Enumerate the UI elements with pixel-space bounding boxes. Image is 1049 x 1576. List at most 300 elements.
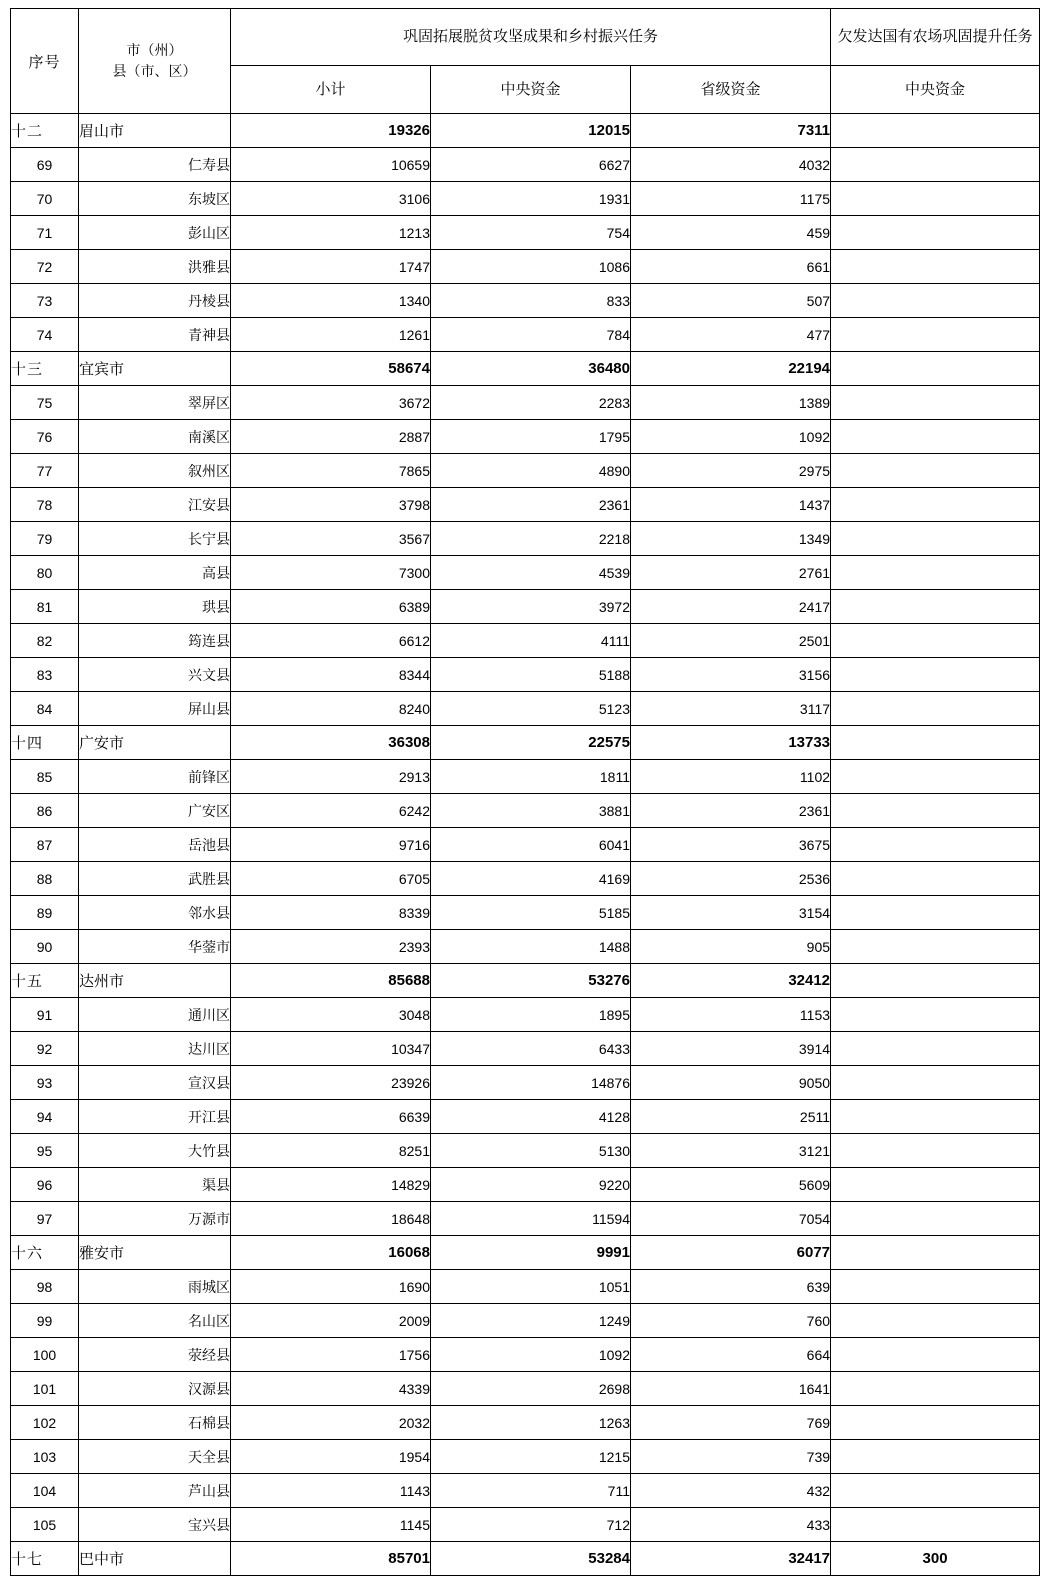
table-row-city: [11, 726, 1040, 760]
cell-region-name: 彭山区: [79, 216, 231, 250]
cell-central-fund: 4890: [431, 454, 631, 488]
cell-subtotal: 85701: [231, 1542, 431, 1576]
cell-subtotal: 6705: [231, 862, 431, 896]
cell-central-fund: 5130: [431, 1134, 631, 1168]
cell-central-fund: 53284: [431, 1542, 631, 1576]
cell-farm-central-fund: [831, 760, 1040, 794]
cell-farm-central-fund: [831, 1304, 1040, 1338]
table-row-city: [11, 352, 1040, 386]
cell-central-fund: 712: [431, 1508, 631, 1542]
table-header: [11, 9, 1040, 114]
cell-subtotal: 6612: [231, 624, 431, 658]
cell-region-name: 达川区: [79, 1032, 231, 1066]
cell-central-fund: 2283: [431, 386, 631, 420]
cell-provincial-fund: 1349: [631, 522, 831, 556]
cell-central-fund: 4169: [431, 862, 631, 896]
cell-central-fund: 5188: [431, 658, 631, 692]
cell-farm-central-fund: 300: [831, 1542, 1040, 1576]
cell-region-name: 仁寿县: [79, 148, 231, 182]
cell-central-fund: 9991: [431, 1236, 631, 1270]
cell-region-name: 宝兴县: [79, 1508, 231, 1542]
cell-subtotal: 10659: [231, 148, 431, 182]
cell-central-fund: 1895: [431, 998, 631, 1032]
cell-subtotal: 1261: [231, 318, 431, 352]
cell-region-name: 达州市: [79, 964, 231, 998]
cell-central-fund: 1263: [431, 1406, 631, 1440]
cell-provincial-fund: 432: [631, 1474, 831, 1508]
cell-provincial-fund: 2761: [631, 556, 831, 590]
cell-seq: 81: [11, 590, 79, 624]
cell-central-fund: 1811: [431, 760, 631, 794]
cell-provincial-fund: 3675: [631, 828, 831, 862]
cell-seq: 103: [11, 1440, 79, 1474]
cell-region-name: 江安县: [79, 488, 231, 522]
table-row-county: [11, 658, 1040, 692]
cell-seq: 91: [11, 998, 79, 1032]
cell-seq: 70: [11, 182, 79, 216]
table-row-county: [11, 386, 1040, 420]
cell-central-fund: 1215: [431, 1440, 631, 1474]
cell-seq: 96: [11, 1168, 79, 1202]
cell-seq: 十二: [11, 114, 79, 148]
cell-subtotal: 2887: [231, 420, 431, 454]
cell-provincial-fund: 1175: [631, 182, 831, 216]
cell-seq: 90: [11, 930, 79, 964]
cell-farm-central-fund: [831, 284, 1040, 318]
cell-provincial-fund: 22194: [631, 352, 831, 386]
cell-central-fund: 1092: [431, 1338, 631, 1372]
cell-subtotal: 23926: [231, 1066, 431, 1100]
cell-farm-central-fund: [831, 998, 1040, 1032]
cell-farm-central-fund: [831, 488, 1040, 522]
table-row-county: [11, 624, 1040, 658]
table-row-city: [11, 1236, 1040, 1270]
header-central-fund: 中央资金: [431, 66, 631, 114]
cell-region-name: 邻水县: [79, 896, 231, 930]
cell-central-fund: 4128: [431, 1100, 631, 1134]
cell-seq: 95: [11, 1134, 79, 1168]
cell-central-fund: 833: [431, 284, 631, 318]
cell-farm-central-fund: [831, 1100, 1040, 1134]
table-row-county: [11, 998, 1040, 1032]
cell-provincial-fund: 5609: [631, 1168, 831, 1202]
cell-region-name: 石棉县: [79, 1406, 231, 1440]
header-region: [79, 9, 231, 114]
cell-region-name: 万源市: [79, 1202, 231, 1236]
cell-region-name: 青神县: [79, 318, 231, 352]
cell-provincial-fund: 32412: [631, 964, 831, 998]
cell-seq: 85: [11, 760, 79, 794]
cell-subtotal: 10347: [231, 1032, 431, 1066]
cell-region-name: 渠县: [79, 1168, 231, 1202]
cell-provincial-fund: 1153: [631, 998, 831, 1032]
cell-central-fund: 9220: [431, 1168, 631, 1202]
cell-subtotal: 3567: [231, 522, 431, 556]
table-row-county: [11, 896, 1040, 930]
cell-farm-central-fund: [831, 590, 1040, 624]
cell-region-name: 汉源县: [79, 1372, 231, 1406]
cell-seq: 71: [11, 216, 79, 250]
cell-provincial-fund: 32417: [631, 1542, 831, 1576]
cell-provincial-fund: 9050: [631, 1066, 831, 1100]
cell-farm-central-fund: [831, 1202, 1040, 1236]
cell-central-fund: 2698: [431, 1372, 631, 1406]
cell-subtotal: 7300: [231, 556, 431, 590]
header-seq: 序号: [11, 9, 79, 114]
cell-region-name: 南溪区: [79, 420, 231, 454]
cell-central-fund: 1488: [431, 930, 631, 964]
cell-subtotal: 36308: [231, 726, 431, 760]
cell-seq: 十五: [11, 964, 79, 998]
cell-farm-central-fund: [831, 148, 1040, 182]
cell-subtotal: 1756: [231, 1338, 431, 1372]
table-row-county: [11, 1508, 1040, 1542]
cell-farm-central-fund: [831, 1134, 1040, 1168]
cell-farm-central-fund: [831, 828, 1040, 862]
cell-central-fund: 1051: [431, 1270, 631, 1304]
table-row-county: [11, 1202, 1040, 1236]
header-region-line1: 市（州）: [126, 42, 183, 58]
cell-provincial-fund: 507: [631, 284, 831, 318]
cell-region-name: 巴中市: [79, 1542, 231, 1576]
cell-seq: 104: [11, 1474, 79, 1508]
cell-farm-central-fund: [831, 964, 1040, 998]
cell-farm-central-fund: [831, 420, 1040, 454]
table-row-county: [11, 148, 1040, 182]
cell-farm-central-fund: [831, 658, 1040, 692]
cell-subtotal: 3048: [231, 998, 431, 1032]
cell-region-name: 长宁县: [79, 522, 231, 556]
cell-region-name: 屏山县: [79, 692, 231, 726]
table-row-county: [11, 556, 1040, 590]
table-row-county: [11, 1100, 1040, 1134]
table-row-county: [11, 862, 1040, 896]
cell-seq: 80: [11, 556, 79, 590]
table-row-city: [11, 964, 1040, 998]
cell-subtotal: 9716: [231, 828, 431, 862]
cell-central-fund: 711: [431, 1474, 631, 1508]
cell-farm-central-fund: [831, 182, 1040, 216]
cell-farm-central-fund: [831, 250, 1040, 284]
cell-region-name: 广安市: [79, 726, 231, 760]
cell-seq: 74: [11, 318, 79, 352]
cell-farm-central-fund: [831, 1032, 1040, 1066]
cell-provincial-fund: 760: [631, 1304, 831, 1338]
cell-provincial-fund: 3117: [631, 692, 831, 726]
table-row-city: [11, 1542, 1040, 1576]
cell-subtotal: 7865: [231, 454, 431, 488]
cell-farm-central-fund: [831, 726, 1040, 760]
cell-subtotal: 1213: [231, 216, 431, 250]
cell-subtotal: 1690: [231, 1270, 431, 1304]
cell-provincial-fund: 2975: [631, 454, 831, 488]
cell-farm-central-fund: [831, 1168, 1040, 1202]
cell-subtotal: 8251: [231, 1134, 431, 1168]
cell-region-name: 叙州区: [79, 454, 231, 488]
cell-seq: 82: [11, 624, 79, 658]
table-row-county: [11, 216, 1040, 250]
cell-provincial-fund: 1092: [631, 420, 831, 454]
cell-central-fund: 11594: [431, 1202, 631, 1236]
table-row-county: [11, 1474, 1040, 1508]
cell-farm-central-fund: [831, 114, 1040, 148]
cell-farm-central-fund: [831, 352, 1040, 386]
cell-central-fund: 3972: [431, 590, 631, 624]
table-row-county: [11, 1372, 1040, 1406]
cell-subtotal: 3672: [231, 386, 431, 420]
header-provincial-fund: 省级资金: [631, 66, 831, 114]
cell-seq: 102: [11, 1406, 79, 1440]
cell-region-name: 筠连县: [79, 624, 231, 658]
cell-seq: 84: [11, 692, 79, 726]
cell-subtotal: 14829: [231, 1168, 431, 1202]
cell-provincial-fund: 3914: [631, 1032, 831, 1066]
cell-region-name: 芦山县: [79, 1474, 231, 1508]
cell-provincial-fund: 2501: [631, 624, 831, 658]
cell-region-name: 天全县: [79, 1440, 231, 1474]
cell-region-name: 高县: [79, 556, 231, 590]
cell-region-name: 广安区: [79, 794, 231, 828]
cell-seq: 89: [11, 896, 79, 930]
cell-seq: 77: [11, 454, 79, 488]
cell-region-name: 荥经县: [79, 1338, 231, 1372]
cell-subtotal: 19326: [231, 114, 431, 148]
cell-provincial-fund: 2511: [631, 1100, 831, 1134]
table-row-city: [11, 114, 1040, 148]
cell-region-name: 岳池县: [79, 828, 231, 862]
cell-subtotal: 4339: [231, 1372, 431, 1406]
table-row-county: [11, 692, 1040, 726]
table-row-county: [11, 590, 1040, 624]
cell-subtotal: 85688: [231, 964, 431, 998]
cell-seq: 73: [11, 284, 79, 318]
cell-subtotal: 16068: [231, 1236, 431, 1270]
header-row-top: [11, 9, 1040, 66]
header-group-task: 巩固拓展脱贫攻坚成果和乡村振兴任务: [231, 9, 831, 66]
cell-central-fund: 6433: [431, 1032, 631, 1066]
cell-farm-central-fund: [831, 386, 1040, 420]
table-row-county: [11, 488, 1040, 522]
cell-seq: 101: [11, 1372, 79, 1406]
cell-seq: 87: [11, 828, 79, 862]
cell-provincial-fund: 739: [631, 1440, 831, 1474]
cell-subtotal: 8339: [231, 896, 431, 930]
table-row-county: [11, 828, 1040, 862]
cell-central-fund: 36480: [431, 352, 631, 386]
cell-provincial-fund: 3156: [631, 658, 831, 692]
cell-central-fund: 22575: [431, 726, 631, 760]
cell-central-fund: 5185: [431, 896, 631, 930]
cell-region-name: 洪雅县: [79, 250, 231, 284]
cell-seq: 98: [11, 1270, 79, 1304]
cell-region-name: 兴文县: [79, 658, 231, 692]
cell-central-fund: 6627: [431, 148, 631, 182]
cell-farm-central-fund: [831, 1338, 1040, 1372]
cell-provincial-fund: 477: [631, 318, 831, 352]
cell-subtotal: 3106: [231, 182, 431, 216]
cell-farm-central-fund: [831, 1236, 1040, 1270]
cell-region-name: 大竹县: [79, 1134, 231, 1168]
cell-farm-central-fund: [831, 1508, 1040, 1542]
cell-provincial-fund: 7054: [631, 1202, 831, 1236]
cell-region-name: 雨城区: [79, 1270, 231, 1304]
cell-central-fund: 4539: [431, 556, 631, 590]
cell-farm-central-fund: [831, 862, 1040, 896]
table-row-county: [11, 284, 1040, 318]
cell-subtotal: 8240: [231, 692, 431, 726]
cell-farm-central-fund: [831, 692, 1040, 726]
cell-farm-central-fund: [831, 1066, 1040, 1100]
cell-seq: 十四: [11, 726, 79, 760]
header-farm-central-fund: 中央资金: [831, 66, 1040, 114]
cell-seq: 79: [11, 522, 79, 556]
cell-region-name: 开江县: [79, 1100, 231, 1134]
cell-subtotal: 8344: [231, 658, 431, 692]
cell-seq: 99: [11, 1304, 79, 1338]
table-row-county: [11, 1270, 1040, 1304]
table-row-county: [11, 794, 1040, 828]
cell-provincial-fund: 2417: [631, 590, 831, 624]
cell-seq: 94: [11, 1100, 79, 1134]
cell-seq: 69: [11, 148, 79, 182]
table-body: [11, 114, 1040, 1576]
cell-central-fund: 2218: [431, 522, 631, 556]
cell-central-fund: 4111: [431, 624, 631, 658]
table-row-county: [11, 318, 1040, 352]
cell-seq: 十六: [11, 1236, 79, 1270]
cell-provincial-fund: 1102: [631, 760, 831, 794]
cell-central-fund: 6041: [431, 828, 631, 862]
cell-farm-central-fund: [831, 794, 1040, 828]
header-region-line2: 县（市、区）: [112, 63, 197, 79]
cell-seq: 93: [11, 1066, 79, 1100]
cell-farm-central-fund: [831, 1372, 1040, 1406]
cell-provincial-fund: 3121: [631, 1134, 831, 1168]
cell-seq: 88: [11, 862, 79, 896]
cell-region-name: 名山区: [79, 1304, 231, 1338]
cell-central-fund: 1795: [431, 420, 631, 454]
cell-farm-central-fund: [831, 1270, 1040, 1304]
cell-farm-central-fund: [831, 930, 1040, 964]
table-row-county: [11, 454, 1040, 488]
cell-region-name: 通川区: [79, 998, 231, 1032]
cell-region-name: 珙县: [79, 590, 231, 624]
cell-subtotal: 6242: [231, 794, 431, 828]
header-subtotal: 小计: [231, 66, 431, 114]
cell-subtotal: 6389: [231, 590, 431, 624]
cell-central-fund: 1086: [431, 250, 631, 284]
cell-region-name: 宣汉县: [79, 1066, 231, 1100]
cell-subtotal: 6639: [231, 1100, 431, 1134]
cell-central-fund: 754: [431, 216, 631, 250]
cell-seq: 83: [11, 658, 79, 692]
cell-subtotal: 3798: [231, 488, 431, 522]
table-row-county: [11, 420, 1040, 454]
cell-region-name: 翠屏区: [79, 386, 231, 420]
cell-seq: 75: [11, 386, 79, 420]
cell-provincial-fund: 13733: [631, 726, 831, 760]
cell-subtotal: 1954: [231, 1440, 431, 1474]
cell-provincial-fund: 1437: [631, 488, 831, 522]
cell-seq: 97: [11, 1202, 79, 1236]
cell-seq: 76: [11, 420, 79, 454]
cell-farm-central-fund: [831, 454, 1040, 488]
cell-subtotal: 2913: [231, 760, 431, 794]
header-group-farm: 欠发达国有农场巩固提升任务: [831, 9, 1040, 66]
cell-provincial-fund: 7311: [631, 114, 831, 148]
cell-provincial-fund: 769: [631, 1406, 831, 1440]
cell-seq: 92: [11, 1032, 79, 1066]
cell-provincial-fund: 3154: [631, 896, 831, 930]
cell-subtotal: 1143: [231, 1474, 431, 1508]
cell-central-fund: 2361: [431, 488, 631, 522]
cell-region-name: 东坡区: [79, 182, 231, 216]
cell-farm-central-fund: [831, 1474, 1040, 1508]
cell-subtotal: 58674: [231, 352, 431, 386]
table-row-county: [11, 1066, 1040, 1100]
cell-provincial-fund: 1641: [631, 1372, 831, 1406]
cell-region-name: 丹棱县: [79, 284, 231, 318]
cell-provincial-fund: 2536: [631, 862, 831, 896]
cell-region-name: 武胜县: [79, 862, 231, 896]
cell-central-fund: 14876: [431, 1066, 631, 1100]
cell-central-fund: 1249: [431, 1304, 631, 1338]
cell-farm-central-fund: [831, 556, 1040, 590]
cell-central-fund: 5123: [431, 692, 631, 726]
cell-farm-central-fund: [831, 624, 1040, 658]
cell-farm-central-fund: [831, 1440, 1040, 1474]
cell-central-fund: 784: [431, 318, 631, 352]
table-row-county: [11, 522, 1040, 556]
cell-provincial-fund: 905: [631, 930, 831, 964]
cell-provincial-fund: 1389: [631, 386, 831, 420]
cell-central-fund: 3881: [431, 794, 631, 828]
cell-seq: 100: [11, 1338, 79, 1372]
cell-farm-central-fund: [831, 896, 1040, 930]
cell-subtotal: 2009: [231, 1304, 431, 1338]
table-row-county: [11, 250, 1040, 284]
cell-provincial-fund: 433: [631, 1508, 831, 1542]
table-row-county: [11, 1032, 1040, 1066]
cell-subtotal: 18648: [231, 1202, 431, 1236]
cell-region-name: 眉山市: [79, 114, 231, 148]
cell-farm-central-fund: [831, 216, 1040, 250]
cell-subtotal: 1145: [231, 1508, 431, 1542]
cell-provincial-fund: 6077: [631, 1236, 831, 1270]
table-row-county: [11, 760, 1040, 794]
table-row-county: [11, 1304, 1040, 1338]
table-row-county: [11, 1406, 1040, 1440]
cell-seq: 78: [11, 488, 79, 522]
cell-seq: 十三: [11, 352, 79, 386]
cell-farm-central-fund: [831, 318, 1040, 352]
cell-region-name: 前锋区: [79, 760, 231, 794]
cell-provincial-fund: 664: [631, 1338, 831, 1372]
cell-subtotal: 2032: [231, 1406, 431, 1440]
cell-provincial-fund: 639: [631, 1270, 831, 1304]
cell-provincial-fund: 2361: [631, 794, 831, 828]
table-row-county: [11, 182, 1040, 216]
cell-farm-central-fund: [831, 1406, 1040, 1440]
table-row-county: [11, 1440, 1040, 1474]
cell-seq: 十七: [11, 1542, 79, 1576]
cell-subtotal: 2393: [231, 930, 431, 964]
fund-allocation-table: [10, 8, 1040, 1576]
cell-region-name: 宜宾市: [79, 352, 231, 386]
cell-region-name: 华蓥市: [79, 930, 231, 964]
cell-seq: 105: [11, 1508, 79, 1542]
cell-provincial-fund: 459: [631, 216, 831, 250]
